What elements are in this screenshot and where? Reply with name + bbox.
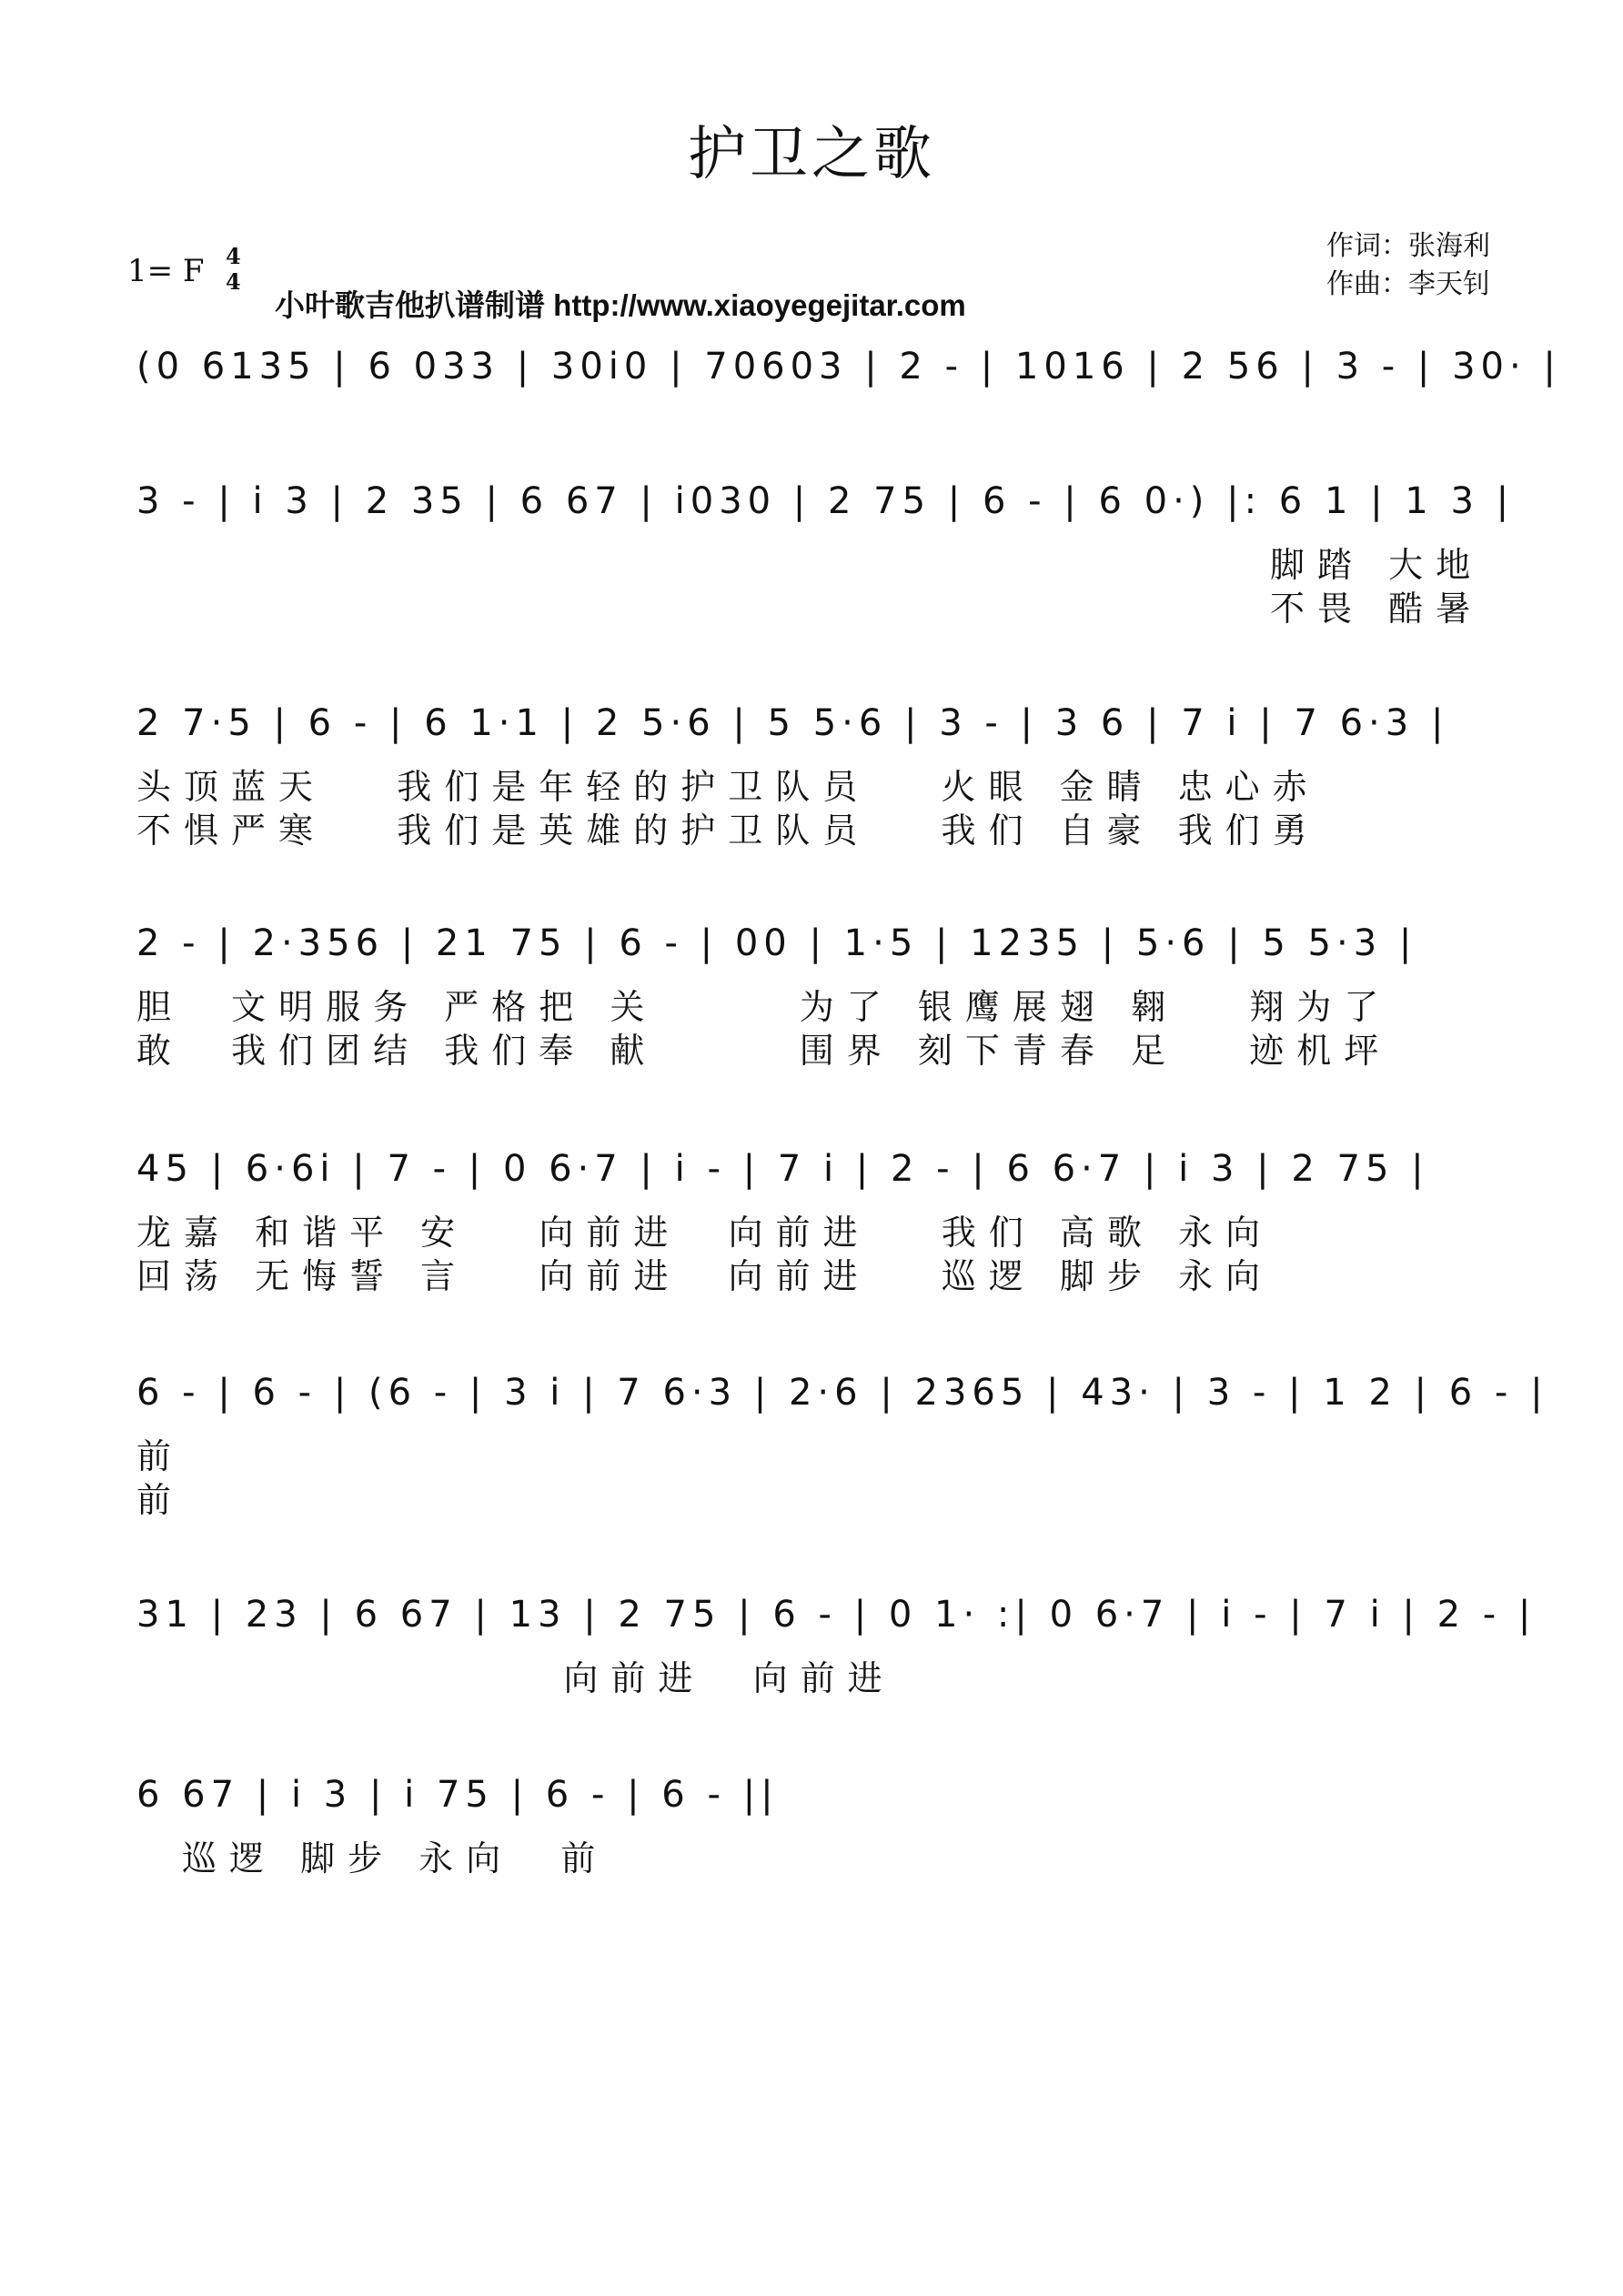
time-signature-bottom: 4 bbox=[226, 268, 241, 295]
lyric-verse-1: 胆 文明服务 严格把 关 为了 银鹰展翅 翱 翔为了 bbox=[136, 987, 1392, 1027]
lyric-verse-2: 不惧严寒 我们是英雄的护卫队员 我们 自豪 我们勇 bbox=[136, 811, 1320, 851]
lyric-verse-2: 前 bbox=[136, 1480, 185, 1520]
lyric-verse-2: 敢 我们团结 我们奉 献 围界 刻下青春 足 迹机坪 bbox=[136, 1031, 1392, 1071]
lyric-verse-1: 向前进 向前进 bbox=[136, 1658, 895, 1698]
lyric-verse-2: 回荡 无悔誓 言 向前进 向前进 巡逻 脚步 永向 bbox=[136, 1256, 1273, 1296]
time-signature-top: 4 bbox=[226, 243, 241, 269]
lyricist-credit: 作词：张海利 bbox=[1326, 230, 1490, 262]
notation-line: 45 | 6·6i | 7 - | 0 6·7 | i - | 7 i | 2 - | 6 6·7 | i 3 | 2 75 | bbox=[136, 1148, 1429, 1190]
lyric-verse-1: 巡逻 脚步 永向 前 bbox=[182, 1838, 609, 1878]
lyric-verse-1: 脚踏 大地 bbox=[1270, 545, 1484, 585]
lyric-verse-2: 不畏 酷暑 bbox=[1270, 589, 1484, 629]
song-title: 护卫之歌 bbox=[688, 121, 935, 188]
time-signature bbox=[226, 244, 241, 295]
notation-line: 2 - | 2·356 | 21 75 | 6 - | 00 | 1·5 | 1235 | 5·6 | 5 5·3 | bbox=[136, 922, 1417, 964]
notation-line: 2 7·5 | 6 - | 6 1·1 | 2 5·6 | 5 5·6 | 3 - | 3 6 | 7 i | 7 6·3 | bbox=[136, 702, 1449, 744]
lyric-verse-1: 前 bbox=[136, 1436, 185, 1476]
site-credit: 小叶歌吉他扒谱制谱 http://www.xiaoyegejitar.com bbox=[275, 288, 966, 322]
notation-line: 6 67 | i 3 | i 75 | 6 - | 6 - || bbox=[136, 1774, 779, 1816]
notation-line: 3 - | i 3 | 2 35 | 6 67 | i030 | 2 75 | 6 - | 6 0·) |: 6 1 | 1 3 | bbox=[136, 480, 1515, 522]
notation-line: 31 | 23 | 6 67 | 13 | 2 75 | 6 - | 0 1· :| 0 6·7 | i - | 7 i | 2 - | bbox=[136, 1594, 1537, 1636]
notation-line: (0 6135 | 6 033 | 30i0 | 70603 | 2 - | 1016 | 2 56 | 3 - | 30· | bbox=[136, 346, 1561, 388]
composer-credit: 作曲：李天钊 bbox=[1326, 268, 1490, 300]
lyric-verse-1: 头顶蓝天 我们是年轻的护卫队员 火眼 金睛 忠心赤 bbox=[136, 767, 1320, 807]
credits bbox=[1326, 227, 1490, 304]
lyric-verse-1: 龙嘉 和谐平 安 向前进 向前进 我们 高歌 永向 bbox=[136, 1213, 1273, 1253]
key-signature: 1= F bbox=[127, 253, 205, 289]
notation-line: 6 - | 6 - | (6 - | 3 i | 7 6·3 | 2·6 | 2365 | 43· | 3 - | 1 2 | 6 - | bbox=[136, 1372, 1548, 1414]
